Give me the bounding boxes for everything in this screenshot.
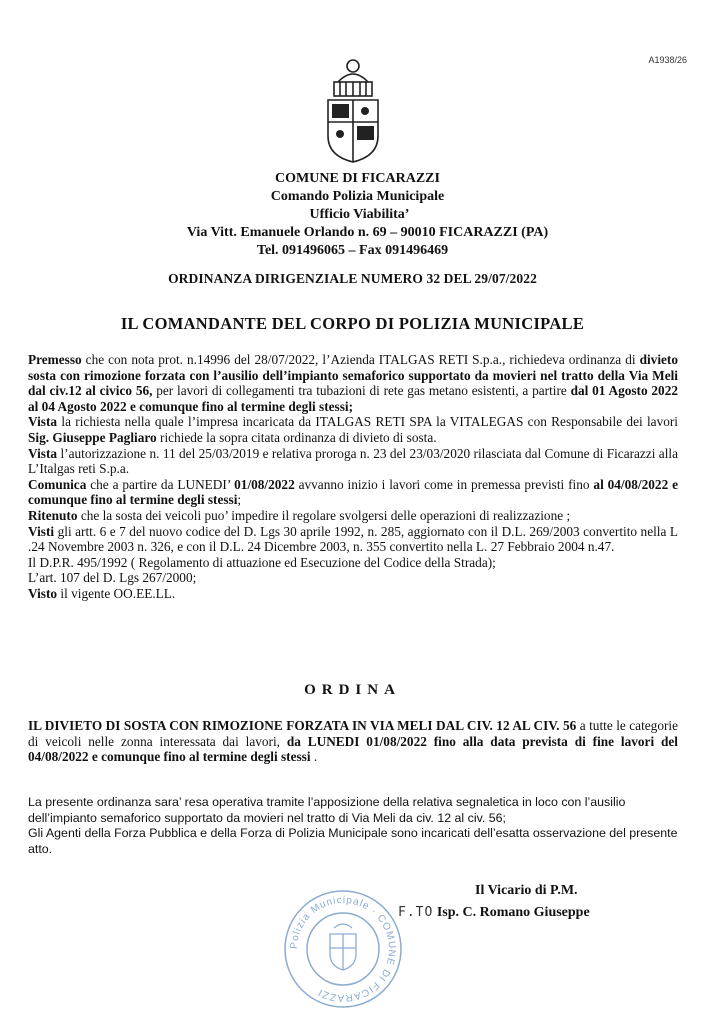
stamp-text: Polizia Municipale · COMUNE DI FICARAZZI — [288, 894, 398, 1004]
responsabile-name: Sig. Giuseppe Pagliaro — [28, 429, 157, 445]
comunica-date: 01/08/2022 — [234, 476, 295, 492]
dpr-paragraph: Il D.P.R. 495/1992 ( Regolamento di attuazione ed Esecuzione del Codice della Strada); — [28, 554, 496, 570]
vista-authorization-paragraph — [28, 446, 678, 477]
premesso-bold-2: dal 01 Agosto 2022 al 04 Agosto 2022 e comunque fino al termine degli stessi; — [28, 383, 678, 414]
visto-paragraph — [28, 586, 678, 602]
vista-text-1: la richiesta nella quale l’impresa incaricata da ITALGAS RETI SPA la VITALEGAS con Responsabile dei lavori — [57, 414, 678, 430]
indirizzo: Via Vitt. Emanuele Orlando n. 69 – 90010 FICARAZZI (PA) — [186, 225, 549, 240]
vista-keyword: Vista — [28, 445, 58, 461]
signature-name: Isp. C. Romano Giuseppe — [436, 905, 590, 920]
visto-text: il vigente OO.EE.LL. — [57, 585, 176, 601]
premesso-text-1: che con nota prot. n.14996 del 28/07/2022, l’Azienda ITALGAS RETI S.p.a., richiedeva ordinanza di — [81, 352, 640, 367]
ritenuto-text: che la sosta dei veicoli puo’ impedire il regolare svolgersi delle operazioni di realizzazione ; — [77, 507, 571, 523]
comunica-end-date: al 04/08/2022 e comunque fino al termine degli stessi — [28, 476, 678, 508]
vista-text-2: richiede la sopra citata ordinanza di divieto di sosta. — [156, 429, 437, 445]
divieto-bold-2: da LUNEDI 01/08/2022 fino alla data prevista di fine lavori del 04/08/2022 e comunque fino al termine degli stessi — [28, 733, 678, 765]
signature-block — [398, 902, 590, 924]
closing-section — [28, 795, 678, 857]
vista-keyword: Vista — [28, 414, 58, 430]
vista-request-paragraph — [28, 414, 678, 445]
document-title: IL COMANDANTE DEL CORPO DI POLIZIA MUNICIPALE — [120, 314, 585, 333]
comunica-keyword: Comunica — [28, 476, 87, 492]
visti-text: gli artt. 6 e 7 del nuovo codice del D. Lgs 30 aprile 1992, n. 285, aggiornato con il D.L. 269/2003 convertito nella L .24 Novembre 2003 n. 326, e con il D.L. 24 Dicembre 2003, n. 355 convertito nella L. 27 Febbraio 2004 n.47. — [28, 523, 678, 555]
ritenuto-keyword: Ritenuto — [28, 507, 78, 523]
letterhead — [0, 170, 705, 260]
signature-role: Il Vicario di P.M. — [475, 883, 578, 898]
ritenuto-paragraph — [28, 508, 678, 524]
premesso-paragraph — [28, 352, 678, 414]
official-stamp — [282, 888, 404, 1010]
comune-name: COMUNE DI FICARAZZI — [275, 171, 440, 186]
vista-authorization-text: l’autorizzazione n. 11 del 25/03/2019 e relativa proroga n. 23 del 23/03/2020 rilasciata dal Comune di Ficarazzi alla L’Italgas reti S.p.a. — [28, 445, 678, 477]
comunica-paragraph — [28, 477, 678, 508]
agenti-paragraph: Gli Agenti della Forza Pubblica e della Forza di Polizia Municipale sono incaricati dell’esatta osservazione del presente atto. — [28, 826, 678, 856]
comunica-text-2: avvanno inizio i lavori come in premessa previsti fino — [294, 476, 594, 492]
divieto-paragraph — [28, 718, 678, 765]
comunica-text-3: ; — [237, 492, 242, 508]
premesso-bold-1: divieto sosta con rimozione forzata con l’ausilio dell’impianto semaforico supportato da movieri nel tratto della Via Meli dal civ.12 al civico 56, — [28, 352, 678, 399]
ufficio-name: Ufficio Viabilita’ — [309, 207, 410, 222]
fto-handwritten: F.TO — [398, 905, 434, 920]
premesso-text-2: per lavori di collegamenti tra tubazioni di rete gas metano esistenti, a partire — [152, 383, 571, 399]
municipal-crest-icon — [318, 58, 388, 168]
premesso-keyword: Premesso — [28, 352, 82, 367]
art-paragraph: L’art. 107 del D. Lgs 267/2000; — [28, 570, 197, 586]
premises-section — [28, 352, 678, 602]
divieto-text-1: a tutte le categorie di veicoli nelle zonna interessata dai lavori, — [28, 718, 678, 749]
comunica-text-1: che a partire da LUNEDI’ — [86, 476, 235, 492]
visti-keyword: Visti — [28, 523, 55, 539]
comando-name: Comando Polizia Municipale — [270, 189, 445, 204]
visti-paragraph — [28, 524, 678, 555]
telefono: Tel. 091496065 – Fax 091496469 — [256, 243, 449, 258]
divieto-text-2: . — [310, 749, 318, 765]
ordina-heading: ORDINA — [304, 682, 401, 698]
visto-keyword: Visto — [28, 585, 58, 601]
document-reference: A1938/26 — [648, 55, 687, 65]
divieto-bold-1: IL DIVIETO DI SOSTA CON RIMOZIONE FORZATA IN VIA MELI DAL CIV. 12 AL CIV. 56 — [28, 718, 577, 733]
ordinanza-number: ORDINANZA DIRIGENZIALE NUMERO 32 DEL 29/07/2022 — [168, 271, 537, 286]
presente-paragraph: La presente ordinanza sara’ resa operativa tramite l’apposizione della relativa segnaletica in loco con l’ausilio dell’impianto semaforico supportato da movieri nel tratto di Via Meli da civ. 12 al civ. 56; — [28, 795, 626, 825]
